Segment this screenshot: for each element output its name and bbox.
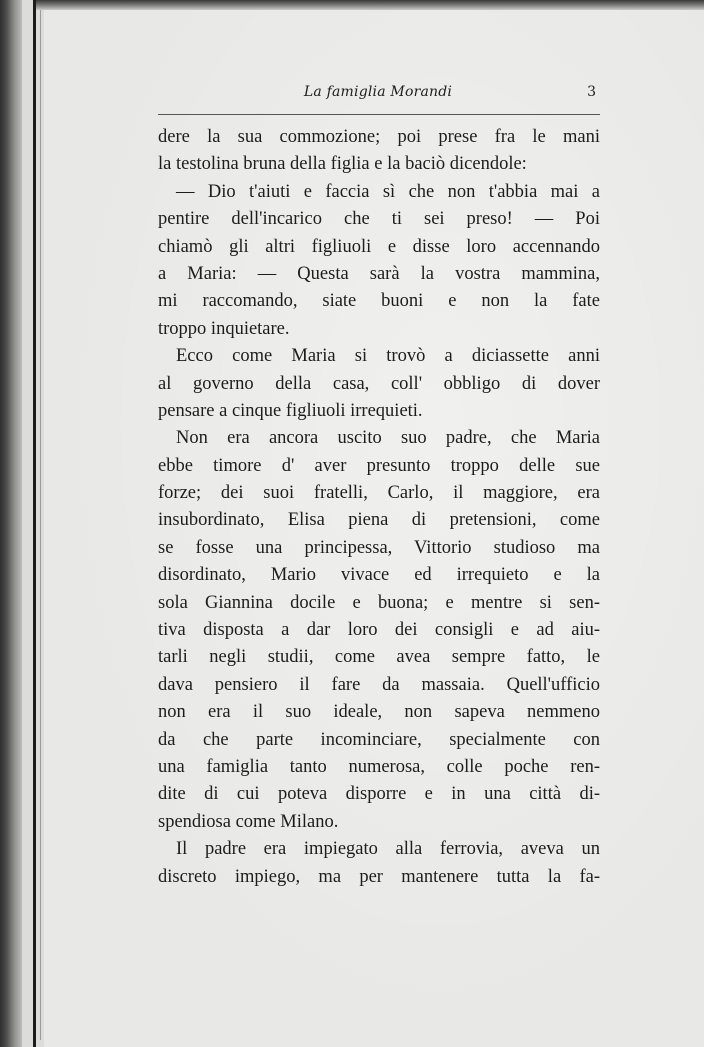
text-line: dava pensiero il fare da massaia. Quell'ufficio bbox=[158, 674, 600, 695]
text-line: al governo della casa, coll' obbligo di dover bbox=[158, 373, 600, 394]
page-number: 3 bbox=[587, 84, 596, 100]
text-line: pentire dell'incarico che ti sei preso! — Poi bbox=[158, 209, 600, 230]
text-line: dite di cui poteva disporre e in una città di- bbox=[158, 784, 600, 805]
text-line: Non era ancora uscito suo padre, che Maria bbox=[176, 428, 600, 449]
text-line: se fosse una principessa, Vittorio studioso ma bbox=[158, 537, 600, 558]
text-line: da che parte incominciare, specialmente con bbox=[158, 729, 600, 750]
paragraph bbox=[158, 343, 600, 425]
text-line: tarli negli studii, come avea sempre fatto, le bbox=[158, 647, 600, 668]
text-line: — Dio t'aiuti e faccia sì che non t'abbia mai a bbox=[176, 181, 600, 202]
paragraph bbox=[158, 179, 600, 343]
gutter-shadow bbox=[33, 0, 36, 1047]
text-line: a Maria: — Questa sarà la vostra mammina, bbox=[158, 263, 600, 284]
text-line: tiva disposta a dar loro dei consigli e ad aiu- bbox=[158, 620, 600, 641]
text-line: disordinato, Mario vivace ed irrequieto e la bbox=[158, 565, 600, 586]
text-line: non era il suo ideale, non sapeva nemmeno bbox=[158, 702, 600, 723]
text-line: Ecco come Maria si trovò a diciassette anni bbox=[176, 346, 600, 367]
running-title: La famiglia Morandi bbox=[303, 84, 453, 100]
text-line: sola Giannina docile e buona; e mentre si sen- bbox=[158, 592, 600, 613]
body-text bbox=[158, 124, 600, 891]
running-head bbox=[158, 84, 598, 106]
paragraph bbox=[158, 124, 600, 179]
paragraph bbox=[158, 425, 600, 836]
text-line: insubordinato, Elisa piena di pretensioni, come bbox=[158, 510, 600, 531]
paragraph bbox=[158, 836, 600, 891]
text-line: chiamò gli altri figliuoli e disse loro accennando bbox=[158, 236, 600, 257]
text-line: pensare a cinque figliuoli irrequieti. bbox=[158, 400, 423, 421]
text-line: dere la sua commozione; poi prese fra le mani bbox=[158, 127, 600, 147]
text-line: mi raccomando, siate buoni e non la fate bbox=[158, 291, 600, 312]
text-line: forze; dei suoi fratelli, Carlo, il maggiore, era bbox=[158, 483, 600, 504]
book-binding-edge bbox=[0, 0, 22, 1047]
text-line: la testolina bruna della figlia e la baciò dicendole: bbox=[158, 154, 527, 175]
text-line: spendiosa come Milano. bbox=[158, 811, 339, 832]
header-rule bbox=[158, 114, 600, 115]
text-line: ebbe timore d' aver presunto troppo delle sue bbox=[158, 455, 600, 476]
text-line: discreto impiego, ma per mantenere tutta la fa- bbox=[158, 866, 600, 887]
top-page-edge bbox=[36, 0, 704, 10]
text-line: una famiglia tanto numerosa, colle poche ren- bbox=[158, 756, 600, 777]
text-line: Il padre era impiegato alla ferrovia, aveva un bbox=[176, 839, 600, 860]
text-line: troppo inquietare. bbox=[158, 318, 290, 339]
gutter-crease bbox=[40, 10, 41, 1040]
